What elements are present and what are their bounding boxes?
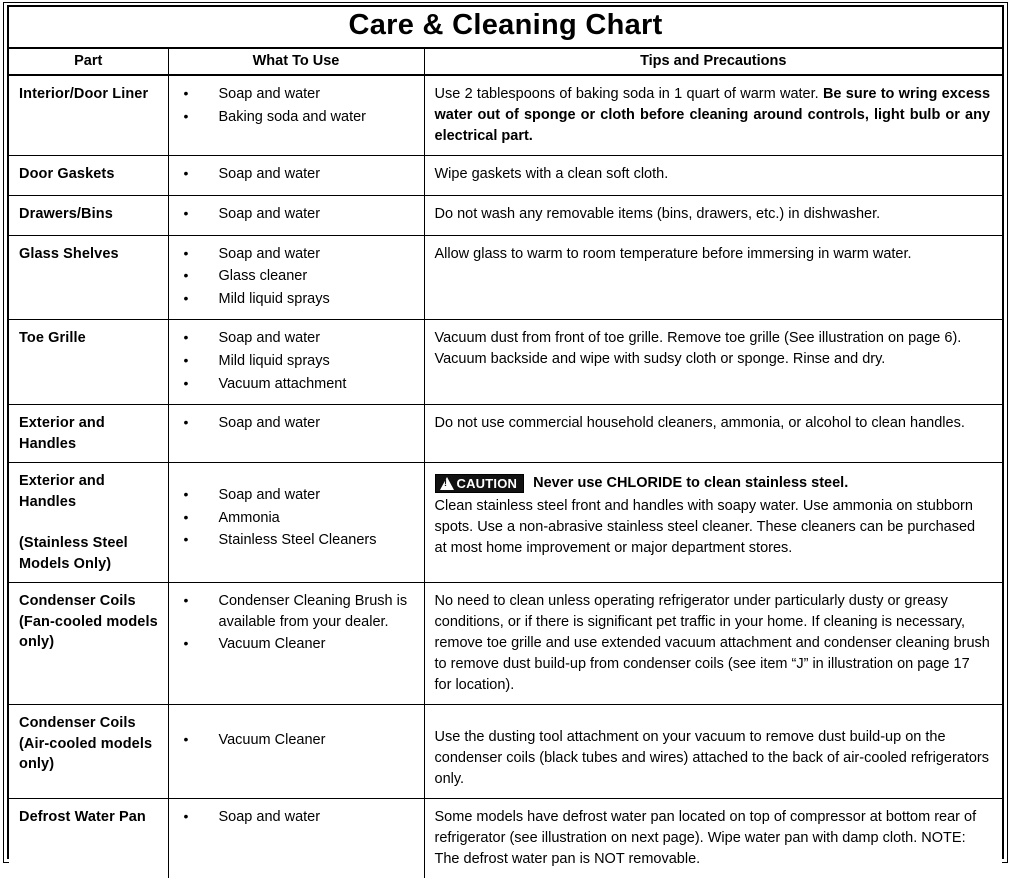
bullet-icon: • [183, 635, 189, 652]
list-item [169, 485, 418, 506]
list-item [169, 266, 418, 287]
list-item [169, 244, 418, 265]
tips-paragraph: Do not use commercial household cleaners, ammonia, or alcohol to clean handles. [434, 415, 965, 432]
bullet-icon: • [183, 731, 189, 748]
table-row [9, 196, 1002, 236]
row-tips [424, 463, 1002, 583]
use-text: Baking soda and water [218, 109, 367, 126]
tips-paragraph [435, 84, 991, 147]
bullet-icon: • [183, 244, 189, 261]
bullet-icon: • [183, 808, 189, 825]
use-text: Mild liquid sprays [218, 290, 330, 307]
tips-lead-text: Use 2 tablespoons of baking soda in 1 quart of warm water. [434, 86, 823, 103]
table-row [9, 235, 1002, 320]
tips-paragraph: Do not wash any removable items (bins, drawers, etc.) in dishwasher. [434, 206, 881, 223]
uses-list [169, 164, 418, 185]
column-header-what-to-use: What To Use [168, 48, 424, 75]
row-part-name: Door Gaskets [9, 156, 168, 196]
use-text: Soap and water [218, 330, 321, 347]
caution-badge-label: CAUTION [456, 476, 518, 492]
list-item [169, 807, 418, 828]
list-item [169, 351, 418, 372]
uses-list [169, 413, 418, 434]
uses-list [169, 84, 418, 127]
use-text: Vacuum Cleaner [218, 732, 326, 749]
row-tips [424, 583, 1002, 705]
row-tips [424, 320, 1002, 405]
use-text: Stainless Steel Cleaners [218, 532, 377, 549]
use-text: Soap and water [218, 245, 321, 262]
table-row [9, 75, 1002, 156]
page-title: Care & Cleaning Chart [348, 9, 663, 41]
row-part-name: Exterior and Handles (Stainless Steel Models Only) [9, 463, 168, 583]
bullet-icon: • [183, 108, 189, 125]
caution-notice [435, 473, 991, 494]
list-item [169, 84, 418, 105]
list-item [169, 591, 418, 632]
caution-message: Never use CHLORIDE to clean stainless steel. [533, 475, 849, 492]
use-text: Soap and water [218, 86, 321, 103]
uses-list [169, 244, 418, 310]
row-part-name: Exterior and Handles [9, 405, 168, 463]
tips-paragraph: Some models have defrost water pan located on top of compressor at bottom rear of refrigerator (see illustration on next page). Wipe water pan with damp cloth. NOTE: The defrost water pan is NOT removable. [434, 809, 977, 868]
tips-paragraph: Wipe gaskets with a clean soft cloth. [434, 166, 669, 183]
bullet-icon: • [183, 267, 189, 284]
bullet-icon: • [183, 414, 189, 431]
row-what-to-use [168, 463, 424, 583]
care-cleaning-table [9, 7, 1002, 878]
row-what-to-use [168, 405, 424, 463]
list-item [169, 530, 418, 551]
row-tips [424, 75, 1002, 156]
title-row [9, 7, 1002, 48]
uses-list [169, 328, 418, 394]
bullet-icon: • [183, 531, 189, 548]
uses-list [169, 807, 418, 828]
row-what-to-use [168, 196, 424, 236]
list-item [169, 374, 418, 395]
bullet-icon: • [183, 205, 189, 222]
table-row [9, 583, 1002, 705]
row-part-name: Condenser Coils (Air-cooled models only) [9, 705, 168, 799]
row-what-to-use [168, 235, 424, 320]
bullet-icon: • [183, 508, 189, 525]
bullet-icon: • [183, 351, 189, 368]
column-header-part: Part [9, 48, 168, 75]
table-row [9, 405, 1002, 463]
row-part-name: Interior/Door Liner [9, 75, 168, 156]
bullet-icon: • [183, 486, 189, 503]
list-item [169, 164, 418, 185]
tips-paragraph: Allow glass to warm to room temperature before immersing in warm water. [434, 245, 912, 262]
use-text: Soap and water [218, 166, 321, 183]
uses-list [169, 591, 418, 655]
row-what-to-use [168, 156, 424, 196]
tips-paragraph: No need to clean unless operating refrigerator under particularly dusty or greasy conditions, or if there is significant pet traffic in your home. If cleaning is necessary, remove toe grille and use extended vacuum attachment and condenser cleaning brush to remove dust build-up from condenser coils (see item “J” in illustration on page 17 for location). [434, 593, 990, 694]
use-text: Ammonia [218, 509, 280, 526]
use-text: Soap and water [218, 206, 321, 223]
list-item [169, 107, 418, 128]
header-row [9, 48, 1002, 75]
use-text: Soap and water [218, 809, 321, 826]
bullet-icon: • [183, 289, 189, 306]
uses-list [169, 204, 418, 225]
uses-list [169, 730, 418, 751]
table-row [9, 320, 1002, 405]
use-text: Soap and water [218, 487, 321, 504]
bullet-icon: • [183, 329, 189, 346]
use-text: Glass cleaner [218, 268, 308, 285]
use-text: Condenser Cleaning Brush is available from your dealer. [218, 593, 408, 630]
row-part-name: Defrost Water Pan [9, 799, 168, 878]
list-item [169, 328, 418, 349]
row-tips [424, 235, 1002, 320]
tips-bold-text: Be sure to wring excess water out of sponge or cloth before cleaning around controls, light bulb or any electrical part. [434, 86, 991, 145]
row-part-name: Glass Shelves [9, 235, 168, 320]
table-row [9, 705, 1002, 799]
row-tips [424, 705, 1002, 799]
list-item [169, 730, 418, 751]
tips-paragraph: Vacuum dust from front of toe grille. Remove toe grille (See illustration on page 6). Vacuum backside and wipe with sudsy cloth or sponge. Rinse and dry. [434, 330, 962, 368]
bullet-icon: • [183, 592, 189, 609]
table-row [9, 463, 1002, 583]
row-tips [424, 156, 1002, 196]
use-text: Mild liquid sprays [218, 352, 330, 369]
use-text: Vacuum attachment [218, 375, 347, 392]
row-what-to-use [168, 75, 424, 156]
use-text: Vacuum Cleaner [218, 636, 326, 653]
row-what-to-use [168, 799, 424, 878]
tips-paragraph: Use the dusting tool attachment on your vacuum to remove dust build-up on the condenser coils (black tubes and wires) attached to the back of air-cooled refrigerators only. [434, 729, 990, 788]
row-tips [424, 196, 1002, 236]
table-row [9, 799, 1002, 878]
list-item [169, 289, 418, 310]
table-row [9, 156, 1002, 196]
caution-badge [435, 474, 525, 493]
list-item [169, 508, 418, 529]
chart-title-cell [9, 7, 1002, 48]
row-part-name: Drawers/Bins [9, 196, 168, 236]
row-what-to-use [168, 320, 424, 405]
row-tips [424, 405, 1002, 463]
list-item [169, 204, 418, 225]
column-header-tips: Tips and Precautions [424, 48, 1002, 75]
bullet-icon: • [183, 85, 189, 102]
bullet-icon: • [183, 374, 189, 391]
row-what-to-use [168, 705, 424, 799]
row-tips [424, 799, 1002, 878]
bullet-icon: • [183, 165, 189, 182]
list-item [169, 413, 418, 434]
warning-triangle-icon [440, 477, 454, 490]
use-text: Soap and water [218, 415, 321, 432]
row-part-name: Condenser Coils (Fan-cooled models only) [9, 583, 168, 705]
tips-paragraph: Clean stainless steel front and handles with soapy water. Use ammonia on stubborn spots. Use a non-abrasive stainless steel cleaner. These cleaners can be purchased at most home improvement or major department stores. [434, 498, 976, 557]
row-what-to-use [168, 583, 424, 705]
list-item [169, 634, 418, 655]
row-part-name: Toe Grille [9, 320, 168, 405]
uses-list [169, 485, 418, 551]
